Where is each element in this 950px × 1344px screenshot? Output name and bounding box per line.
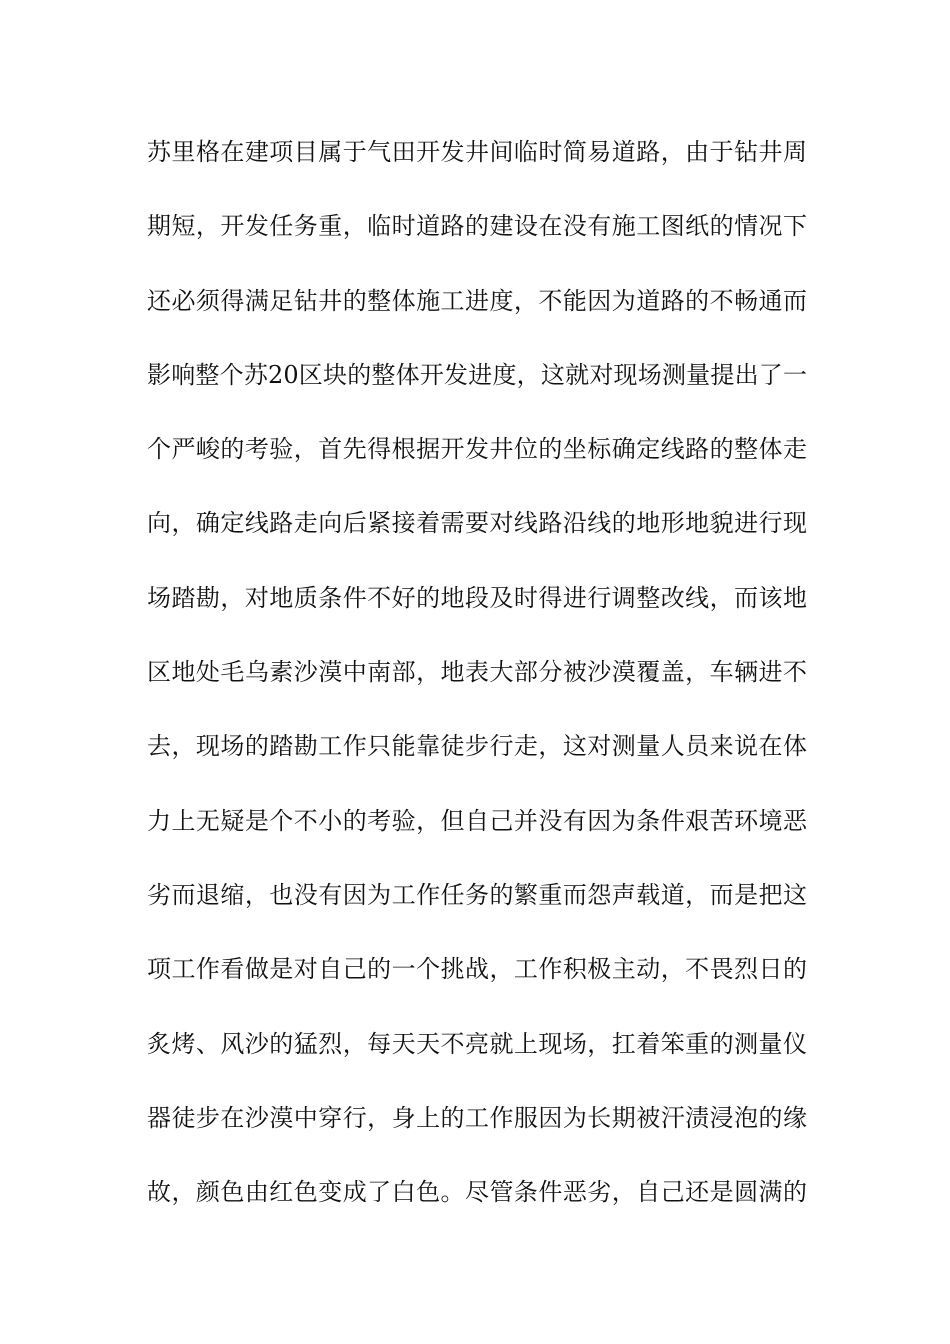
text-line: 器徒步在沙漠中穿行，身上的工作服因为长期被汗渍浸泡的缘 [147,1103,807,1132]
text-line: 影响整个苏20区块的整体开发进度，这就对现场测量提出了一 [147,360,807,389]
body-paragraph [147,131,807,1245]
text-line: 期短，开发任务重，临时道路的建设在没有施工图纸的情况下 [147,212,807,241]
text-line: 力上无疑是个不小的考验，但自己并没有因为条件艰苦环境恶 [147,806,807,835]
text-line: 苏里格在建项目属于气田开发井间临时简易道路，由于钻井周 [147,138,807,166]
text-line: 炙烤、风沙的猛烈，每天天不亮就上现场，扛着笨重的测量仪 [147,1029,807,1058]
text-line: 区地处毛乌素沙漠中南部，地表大部分被沙漠覆盖，车辆进不 [147,658,807,687]
text-line: 场踏勘，对地质条件不好的地段及时得进行调整改线，而该地 [147,583,807,612]
text-line: 故，颜色由红色变成了白色。尽管条件恶劣，自己还是圆满的 [147,1178,807,1207]
text-line: 劣而退缩，也没有因为工作任务的繁重而怨声载道，而是把这 [147,880,807,909]
text-line: 还必须得满足钻井的整体施工进度，不能因为道路的不畅通而 [147,286,807,315]
text-line: 去，现场的踏勘工作只能靠徒步行走，这对测量人员来说在体 [147,732,807,761]
text-line: 向，确定线路走向后紧接着需要对线路沿线的地形地貌进行现 [147,509,807,538]
text-line: 个严峻的考验，首先得根据开发井位的坐标确定线路的整体走 [147,435,807,464]
text-line: 项工作看做是对自己的一个挑战，工作积极主动，不畏烈日的 [147,955,807,984]
